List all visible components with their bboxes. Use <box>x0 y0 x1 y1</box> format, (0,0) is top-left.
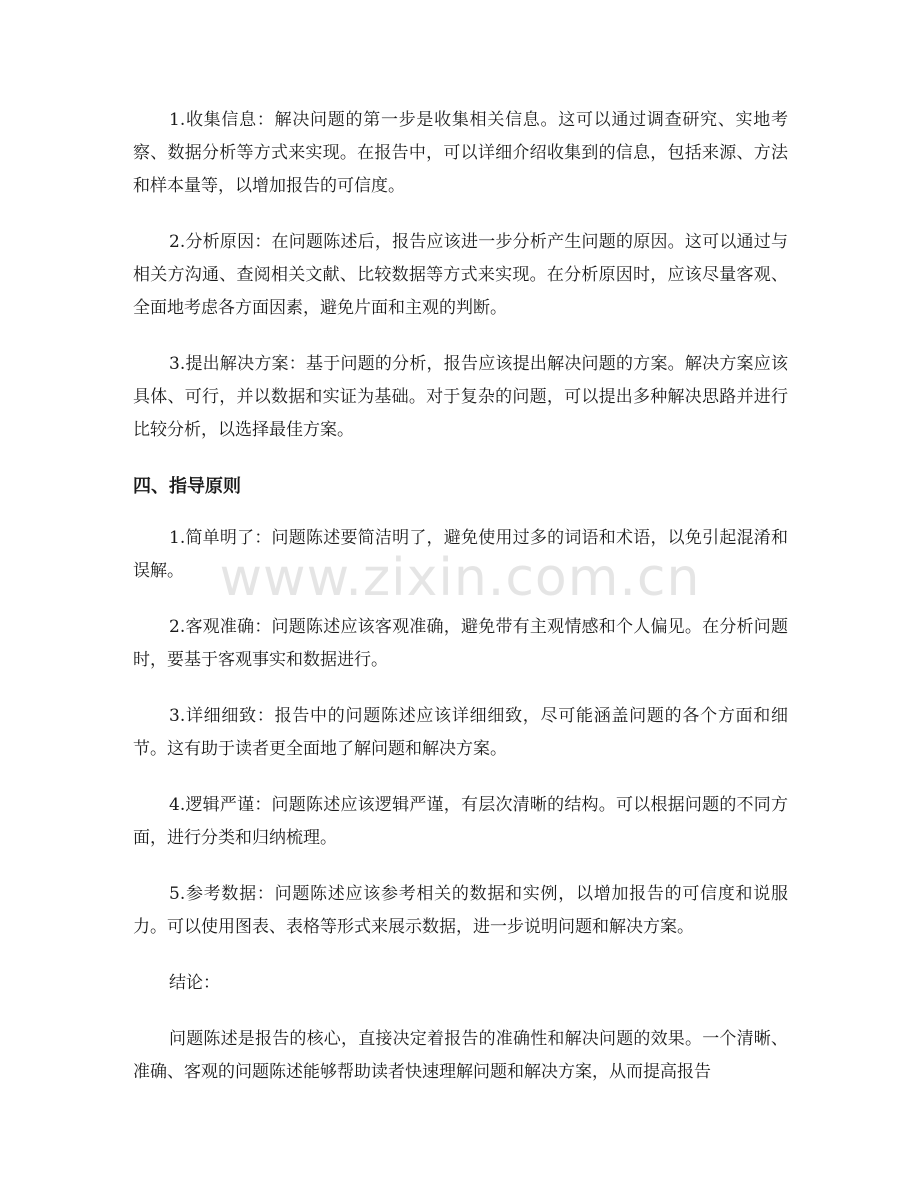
paragraph-collect-info: 1.收集信息：解决问题的第一步是收集相关信息。这可以通过调查研究、实地考察、数据分析等方式来实现。在报告中，可以详细介绍收集到的信息，包括来源、方法和样本量等，以增加报告的可信度。 <box>133 110 788 196</box>
paragraph-propose-solution: 3.提出解决方案：基于问题的分析，报告应该提出解决问题的方案。解决方案应该具体、可行，并以数据和实证为基础。对于复杂的问题，可以提出多种解决思路并进行比较分析，以选择最佳方案。 <box>133 354 788 440</box>
principle-reference-data: 5.参考数据：问题陈述应该参考相关的数据和实例，以增加报告的可信度和说服力。可以使用图表、表格等形式来展示数据，进一步说明问题和解决方案。 <box>133 884 788 937</box>
conclusion-text: 问题陈述是报告的核心，直接决定着报告的准确性和解决问题的效果。一个清晰、准确、客观的问题陈述能够帮助读者快速理解问题和解决方案，从而提高报告 <box>133 1029 788 1082</box>
document-body <box>133 104 788 1112</box>
principle-simple-clear: 1.简单明了：问题陈述要简洁明了，避免使用过多的词语和术语，以免引起混淆和误解。 <box>133 528 788 581</box>
paragraph-analyze-cause: 2.分析原因：在问题陈述后，报告应该进一步分析产生问题的原因。这可以通过与相关方沟通、查阅相关文献、比较数据等方式来实现。在分析原因时，应该尽量客观、全面地考虑各方面因素，避免片面和主观的判断。 <box>133 232 788 318</box>
principle-logical: 4.逻辑严谨：问题陈述应该逻辑严谨，有层次清晰的结构。可以根据问题的不同方面，进行分类和归纳梳理。 <box>133 795 788 848</box>
conclusion-label: 结论： <box>169 973 220 993</box>
watermark: www.zixin.com.cn <box>219 548 701 608</box>
section-heading: 四、指导原则 <box>133 476 241 497</box>
principle-objective-accurate: 2.客观准确：问题陈述应该客观准确，避免带有主观情感和个人偏见。在分析问题时，要基于客观事实和数据进行。 <box>133 617 788 670</box>
principle-detailed: 3.详细细致：报告中的问题陈述应该详细细致，尽可能涵盖问题的各个方面和细节。这有助于读者更全面地了解问题和解决方案。 <box>133 706 788 759</box>
